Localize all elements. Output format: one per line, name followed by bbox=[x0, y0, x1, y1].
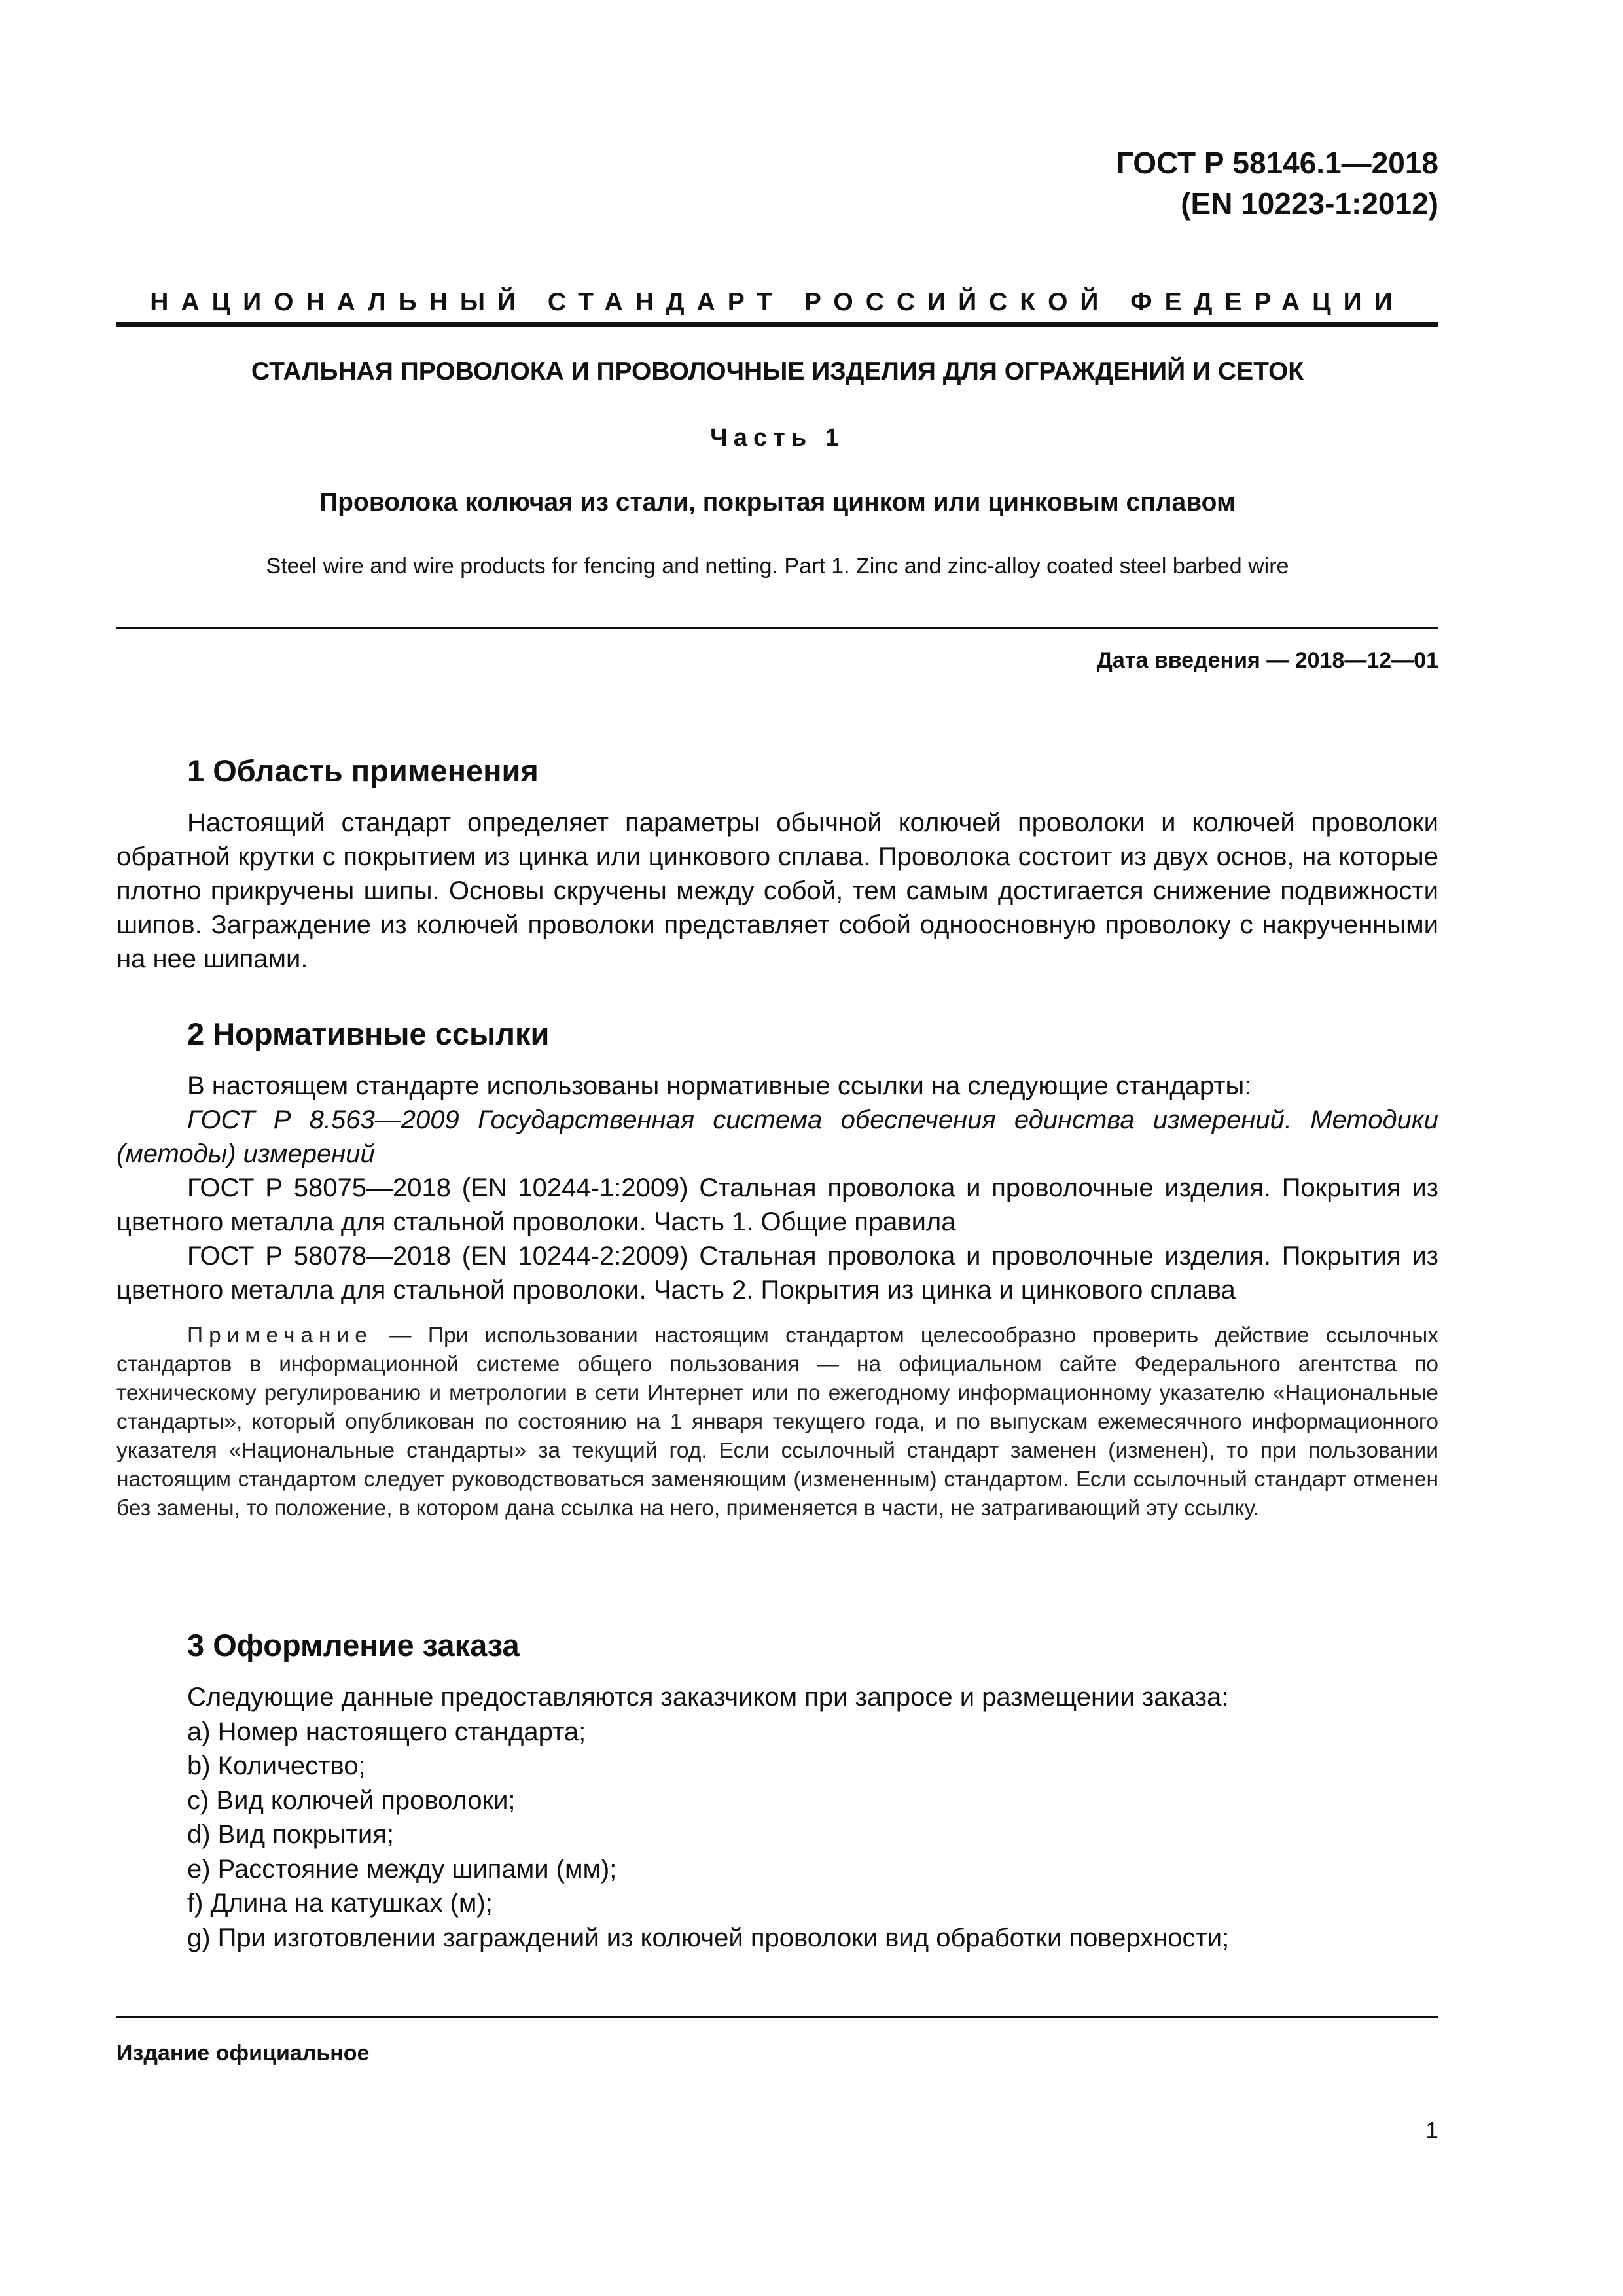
standard-designation bbox=[1116, 143, 1438, 224]
order-intro: Следующие данные предоставляются заказчиком при запросе и размещении заказа: bbox=[187, 1683, 1229, 1712]
section-scope bbox=[116, 753, 1438, 976]
section-heading: 1 Область применения bbox=[187, 753, 539, 788]
section-order bbox=[116, 1627, 1438, 1955]
order-item: d) Вид покрытия; bbox=[187, 1820, 394, 1849]
standard-number: ГОСТ Р 58146.1—2018 bbox=[1116, 146, 1438, 180]
national-standard-banner: НАЦИОНАЛЬНЫЙ СТАНДАРТ РОССИЙСКОЙ ФЕДЕРАЦИИ bbox=[150, 288, 1405, 316]
references-intro: В настоящем стандарте использованы нормативные ссылки на следующие стандарты: bbox=[187, 1071, 1252, 1100]
document-subtitle: Проволока колючая из стали, покрытая цинком или цинковым сплавом bbox=[319, 488, 1236, 516]
document-title: СТАЛЬНАЯ ПРОВОЛОКА И ПРОВОЛОЧНЫЕ ИЗДЕЛИЯ ДЛЯ ОГРАЖДЕНИЙ И СЕТОК bbox=[251, 357, 1304, 386]
english-title: Steel wire and wire products for fencing and netting. Part 1. Zinc and zinc-alloy coated steel barbed wire bbox=[266, 554, 1289, 579]
reference-item: ГОСТ Р 58078—2018 (EN 10244-2:2009) Стальная проволока и проволочные изделия. Покрытия из цветного металла для стальной проволоки. Часть 2. Покрытия из цинка и цинкового сплава bbox=[116, 1242, 1438, 1304]
references-note bbox=[116, 1321, 1438, 1523]
order-item: c) Вид колючей проволоки; bbox=[187, 1785, 516, 1815]
header-rule bbox=[116, 322, 1438, 327]
page-number: 1 bbox=[1425, 2117, 1438, 2144]
order-item: e) Расстояние между шипами (мм); bbox=[187, 1854, 617, 1884]
reference-item: ГОСТ Р 8.563—2009 Государственная система обеспечения единства измерений. Методики (методы) измерений bbox=[116, 1105, 1438, 1168]
note-label: Примечание bbox=[187, 1323, 373, 1348]
title-rule bbox=[116, 627, 1438, 629]
order-item: g) При изготовлении заграждений из колючей проволоки вид обработки поверхности; bbox=[187, 1923, 1230, 1952]
introduction-date: Дата введения — 2018—12—01 bbox=[1096, 648, 1438, 673]
order-item: a) Номер настоящего стандарта; bbox=[187, 1717, 586, 1746]
section-references bbox=[116, 1016, 1438, 1523]
order-item: b) Количество; bbox=[187, 1751, 366, 1780]
footer-rule bbox=[116, 2016, 1438, 2018]
section-heading: 3 Оформление заказа bbox=[187, 1628, 520, 1662]
note-text: — При использовании настоящим стандартом целесообразно проверить действие ссылочных стандартов в информационной системе общего пользования — на официальном сайте Федерального агентства по техническому регулированию и метрологии в сети Интернет или по ежегодному информационному указателю «Национальные стандарты», который опубликован по состоянию на 1 января текущего года, и по выпускам ежемесячного информационного указателя «Национальные стандарты» за текущий год. Если ссылочный стандарт заменен (изменен), то при пользовании настоящим стандартом следует руководствоваться заменяющим (измененным) стандартом. Если ссылочный стандарт отменен без замены, то положение, в котором дана ссылка на него, применяется в части, не затрагивающий эту ссылку. bbox=[116, 1323, 1438, 1520]
reference-item: ГОСТ Р 58075—2018 (EN 10244-1:2009) Стальная проволока и проволочные изделия. Покрытия из цветного металла для стальной проволоки. Часть 1. Общие правила bbox=[116, 1174, 1438, 1236]
part-label: Часть 1 bbox=[710, 424, 845, 452]
en-equivalent: (EN 10223-1:2012) bbox=[1181, 187, 1438, 221]
scope-text: Настоящий стандарт определяет параметры обычной колючей проволоки и колючей проволоки обратной крутки с покрытием из цинка или цинкового сплава. Проволока состоит из двух основ, на которые плотно прикручены шипы. Основы скручены между собой, тем самым достигается снижение подвижности шипов. Заграждение из колючей проволоки представляет собой одноосновную проволоку с накрученными на нее шипами. bbox=[116, 808, 1438, 973]
section-heading: 2 Нормативные ссылки bbox=[187, 1016, 550, 1051]
order-item: f) Длина на катушках (м); bbox=[187, 1889, 493, 1918]
official-edition-label: Издание официальное bbox=[116, 2041, 370, 2066]
